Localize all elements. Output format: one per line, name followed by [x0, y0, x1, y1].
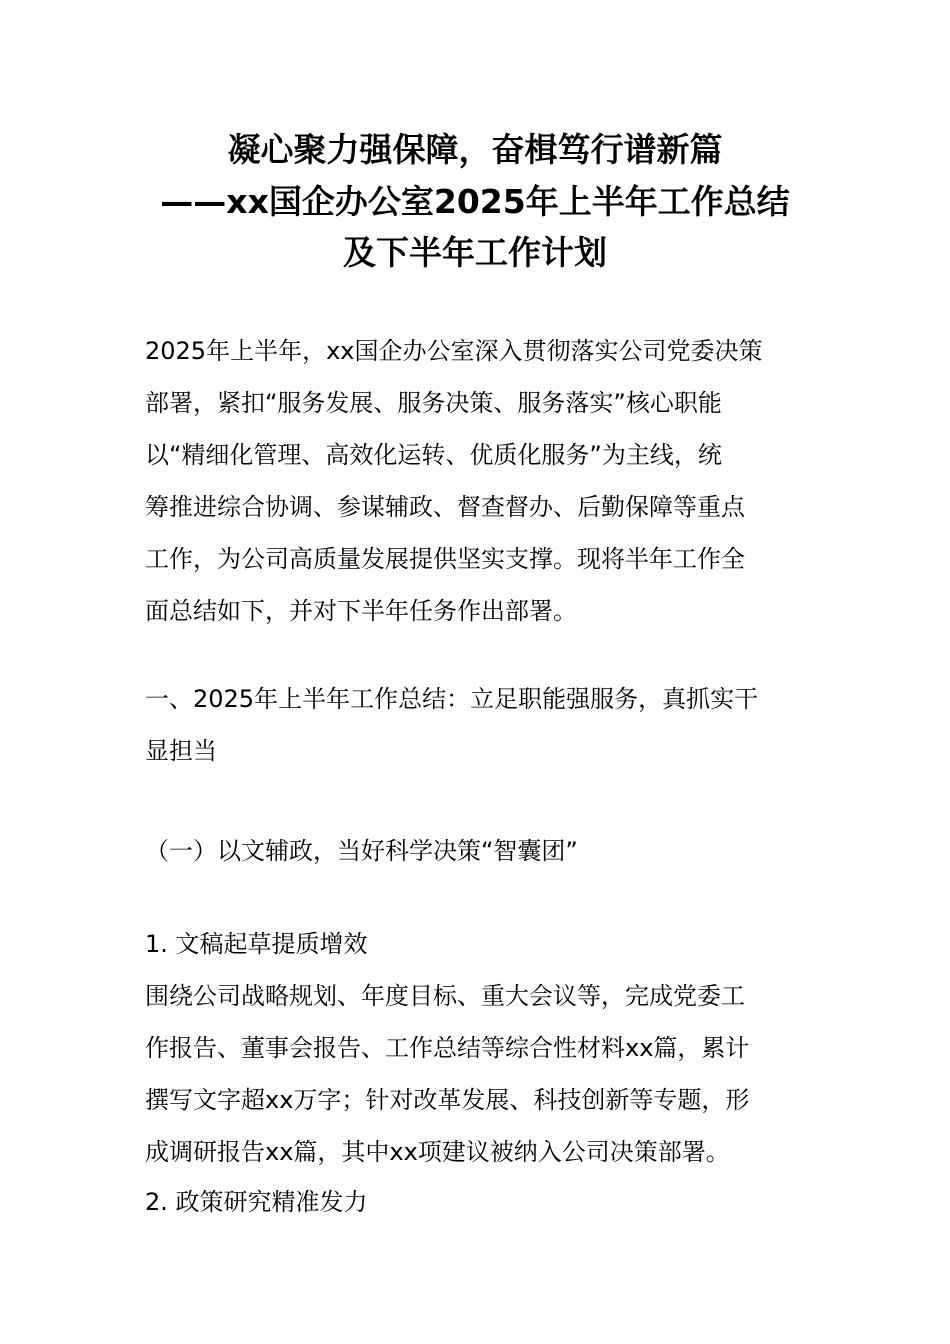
- subsection-1-heading-line: （一）以文辅政，当好科学决策“智囊团”: [145, 837, 578, 865]
- intro-line: 面总结如下，并对下半年任务作出部署。: [145, 597, 577, 625]
- subsection-1-heading: [145, 825, 805, 877]
- section-1-heading-line: 一、2025年上半年工作总结：立足职能强服务，真抓实干: [145, 685, 759, 713]
- intro-paragraph: [145, 325, 805, 637]
- document-title-line-1: 凝心聚力强保障，奋楫笃行谱新篇: [227, 130, 723, 169]
- intro-line: 筹推进综合协调、参谋辅政、督查督办、后勤保障等重点: [145, 493, 745, 521]
- intro-line: 2025年上半年，xx国企办公室深入贯彻落实公司党委决策: [145, 337, 763, 365]
- item-2-heading: [145, 1176, 805, 1228]
- item-1-line: 撰写文字超xx万字；针对改革发展、科技创新等专题，形: [145, 1086, 750, 1114]
- intro-line: 部署，紧扣“服务发展、服务决策、服务落实”核心职能: [145, 389, 722, 417]
- section-1-heading-line: 显担当: [145, 737, 217, 765]
- item-1-heading: [145, 918, 805, 970]
- item-1-line: 围绕公司战略规划、年度目标、重大会议等，完成党委工: [145, 982, 745, 1010]
- section-1-heading: [145, 673, 805, 777]
- document-title-line-2: ——xx国企办公室2025年上半年工作总结: [160, 182, 790, 221]
- item-1-paragraph: [145, 970, 805, 1178]
- item-2-heading-line: 2. 政策研究精准发力: [145, 1188, 368, 1216]
- document-title-line-3: 及下半年工作计划: [343, 233, 607, 272]
- item-1-line: 成调研报告xx篇，其中xx项建议被纳入公司决策部署。: [145, 1138, 730, 1166]
- intro-line: 工作，为公司高质量发展提供坚实支撑。现将半年工作全: [145, 545, 745, 573]
- item-1-heading-line: 1. 文稿起草提质增效: [145, 930, 368, 958]
- item-1-line: 作报告、董事会报告、工作总结等综合性材料xx篇，累计: [145, 1034, 750, 1062]
- intro-line: 以“精细化管理、高效化运转、优质化服务”为主线，统: [145, 441, 722, 469]
